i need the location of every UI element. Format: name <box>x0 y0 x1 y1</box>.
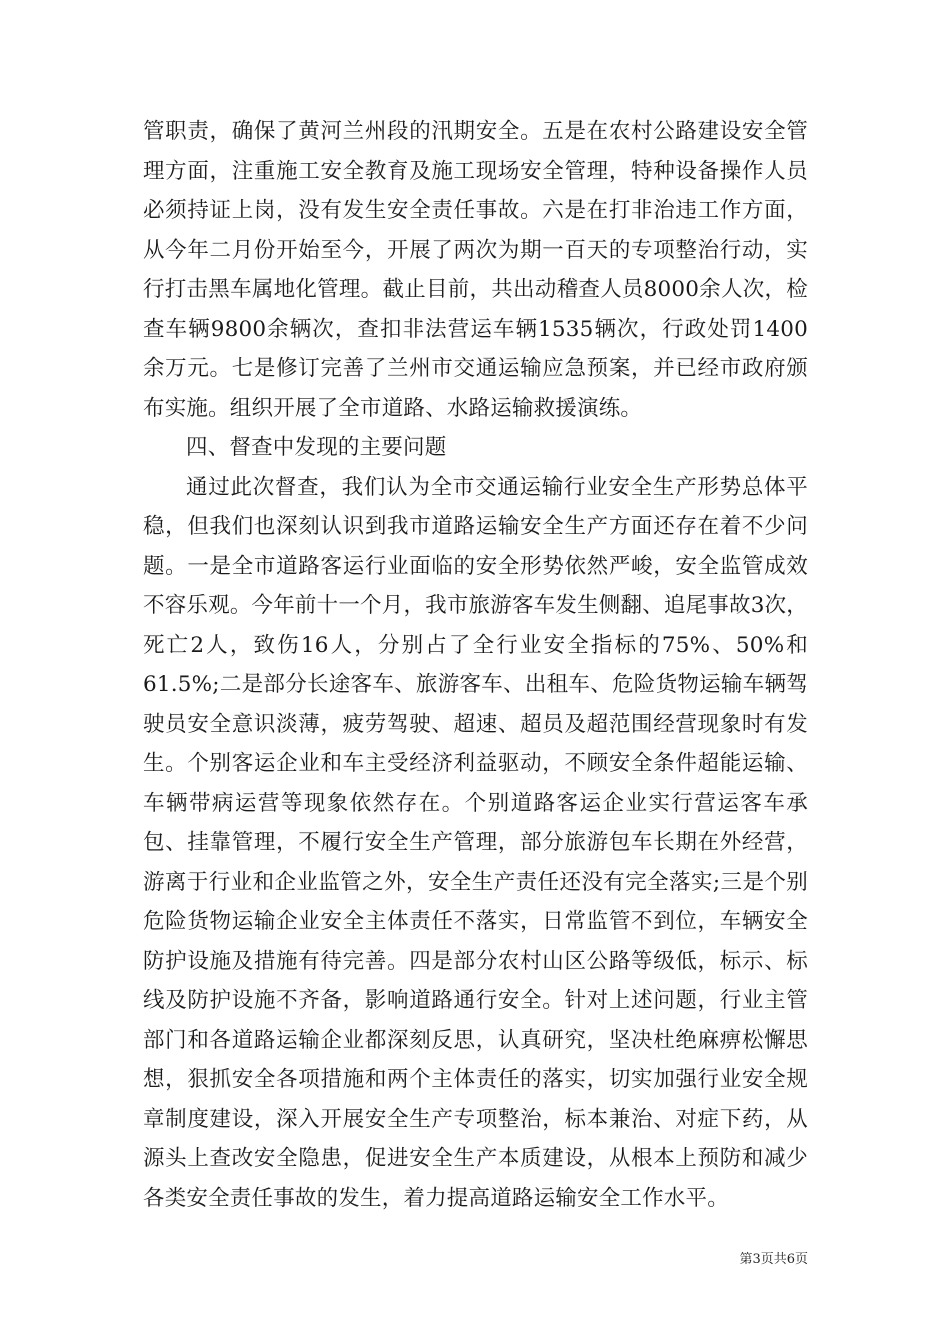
page-number: 第3页共6页 <box>739 1252 808 1267</box>
paragraph-continuation: 管职责，确保了黄河兰州段的汛期安全。五是在农村公路建设安全管理方面，注重施工安全教育及施工现场安全管理，特种设备操作人员必须持证上岗，没有发生安全责任事故。六是在打非治违工作方面，从今年二月份开始至今，开展了两次为期一百天的专项整治行动，实行打击黑车属地化管理。截止目前，共出动稽查人员8000余人次，检查车辆9800余辆次，查扣非法营运车辆1535辆次，行政处罚1400余万元。七是修订完善了兰州市交通运输应急预案，并已经市政府颁布实施。组织开展了全市道路、水路运输救援演练。 <box>143 119 808 421</box>
paragraph-problems: 通过此次督查，我们认为全市交通运输行业安全生产形势总体平稳，但我们也深刻认识到我市道路运输安全生产方面还存在着不少问题。一是全市道路客运行业面临的安全形势依然严峻，安全监管成效不容乐观。今年前十一个月，我市旅游客车发生侧翻、追尾事故3次，死亡2人，致伤16人，分别占了全行业安全指标的75%、50%和61.5%;二是部分长途客车、旅游客车、出租车、危险货物运输车辆驾驶员安全意识淡薄，疲劳驾驶、超速、超员及超范围经营现象时有发生。个别客运企业和车主受经济利益驱动，不顾安全条件超能运输、车辆带病运营等现象依然存在。个别道路客运企业实行营运客车承包、挂靠管理，不履行安全生产管理，部分旅游包车长期在外经营，游离于行业和企业监管之外，安全生产责任还没有完全落实;三是个别危险货物运输企业安全主体责任不落实，日常监管不到位，车辆安全防护设施及措施有待完善。四是部分农村山区公路等级低，标示、标线及防护设施不齐备，影响道路通行安全。针对上述问题，行业主管部门和各道路运输企业都深刻反思，认真研究，坚决杜绝麻痹松懈思想，狠抓安全各项措施和两个主体责任的落实，切实加强行业安全规章制度建设，深入开展安全生产专项整治，标本兼治、对症下药，从源头上查改安全隐患，促进安全生产本质建设，从根本上预防和减少各类安全责任事故的发生，着力提高道路运输安全工作水平。 <box>143 474 808 1211</box>
section-heading: 四、督查中发现的主要问题 <box>186 435 447 460</box>
document-body <box>143 112 808 1218</box>
